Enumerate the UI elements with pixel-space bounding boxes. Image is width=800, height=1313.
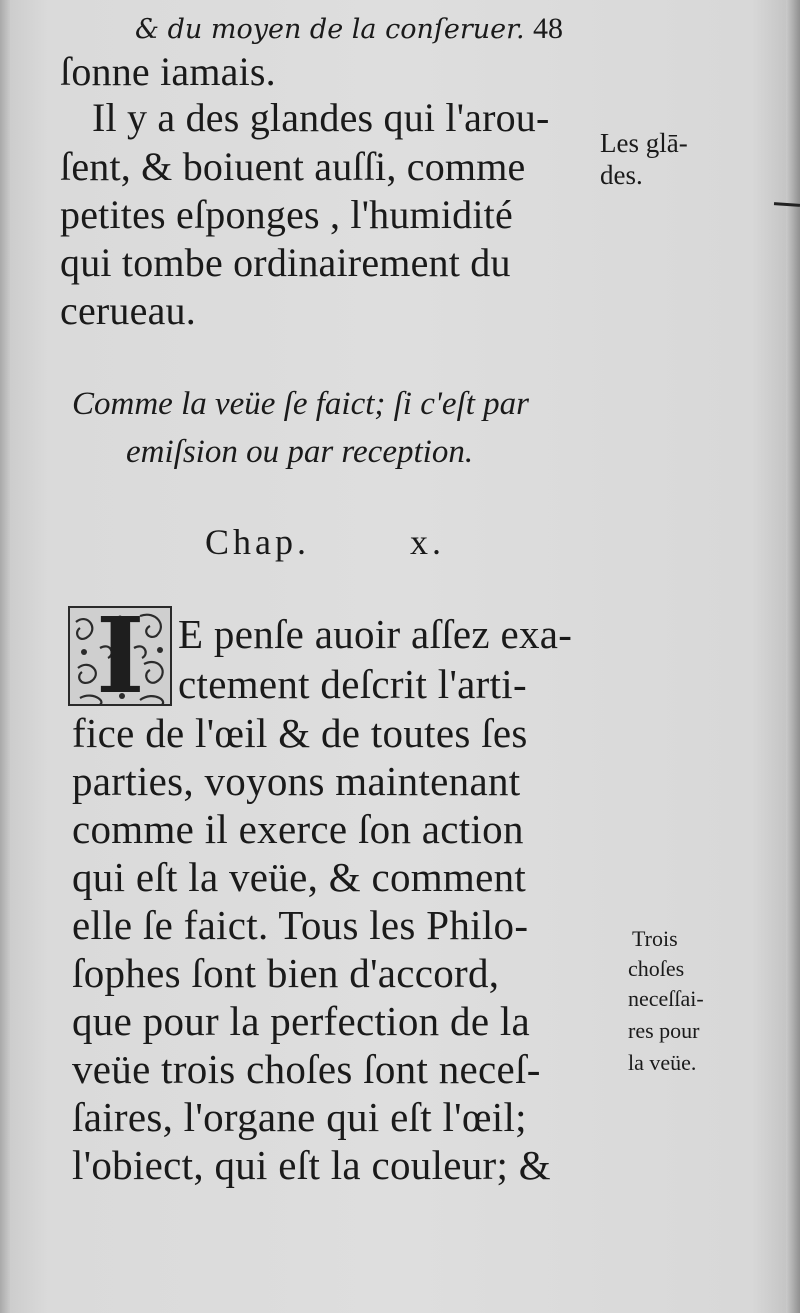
margin-note-line: neceſſai- — [628, 986, 704, 1011]
text-line: veüe trois choſes ſont neceſ- — [72, 1046, 541, 1092]
text-line: petites eſponges , l'humidité — [60, 192, 513, 237]
text-line: Il y a des glandes qui l'arou- — [92, 95, 550, 140]
margin-note-line: des. — [600, 160, 643, 190]
text-line: que pour la perfection de la — [72, 998, 531, 1044]
text-line: qui tombe ordinairement du — [60, 240, 511, 285]
decorated-initial — [68, 606, 172, 706]
text-line: qui eſt la veüe, & comment — [72, 854, 527, 900]
text-line: ctement deſcrit l'arti- — [178, 661, 527, 707]
chapter-label: Chap. — [205, 522, 310, 562]
margin-note-line: Trois — [632, 926, 678, 951]
chapter-number: x. — [410, 522, 445, 562]
text-line: E penſe auoir aſſez exa- — [178, 611, 573, 657]
gutter-shadow — [0, 0, 10, 1313]
margin-note-line: la veüe. — [628, 1050, 697, 1075]
text-line: ſent, & boiuent auſſi, comme — [60, 144, 526, 189]
text-line: fice de l'œil & de toutes ſes — [72, 710, 528, 756]
section-title-line: emiſsion ou par reception. — [126, 434, 474, 470]
margin-note-line: choſes — [628, 956, 685, 981]
text-line: ſaires, l'organe qui eſt l'œil; — [72, 1094, 527, 1140]
page-edge-shadow — [786, 0, 800, 1313]
section-title-line: Comme la veüe ſe faict; ſi c'eſt par — [72, 386, 530, 422]
margin-note-line: Les glā- — [600, 128, 688, 158]
text-line: ſonne iamais. — [60, 49, 276, 94]
initial-letter: I — [96, 606, 145, 706]
text-line: cerueau. — [60, 288, 196, 333]
text-line: ſophes ſont bien d'accord, — [72, 950, 500, 996]
text-line: l'obiect, qui eſt la couleur; & — [72, 1142, 551, 1188]
text-line: parties, voyons maintenant — [72, 758, 521, 804]
running-title: & du moyen de la conſeruer. — [135, 14, 525, 45]
page-number: 48 — [533, 12, 563, 45]
text-line: comme il exerce ſon action — [72, 806, 524, 852]
text-line: elle ſe faict. Tous les Philo- — [72, 902, 529, 948]
margin-note-line: res pour — [628, 1018, 700, 1043]
